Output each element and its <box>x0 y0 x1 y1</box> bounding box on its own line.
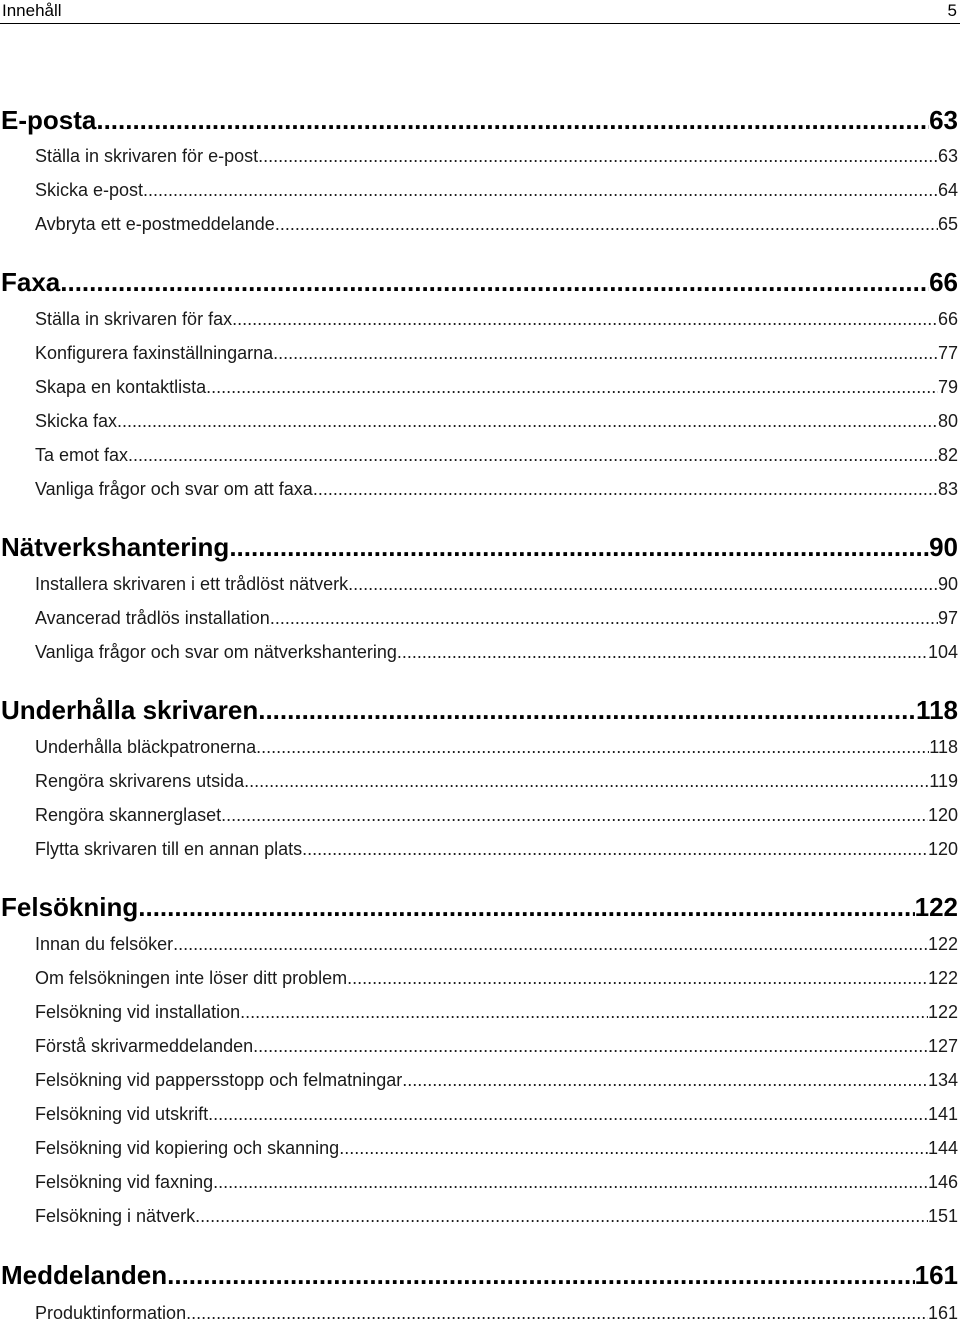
toc-leader-dots <box>302 836 928 862</box>
toc-leader-dots <box>240 999 928 1025</box>
toc-section-entry[interactable] <box>35 605 958 631</box>
toc-leader-dots <box>348 571 938 597</box>
toc-entry-page: 122 <box>927 934 958 954</box>
toc-entry-page: 90 <box>929 532 958 562</box>
toc-entry-page: 118 <box>916 695 958 725</box>
toc-entry-page: 122 <box>914 892 958 922</box>
header-title: Innehåll <box>2 1 62 20</box>
toc-entry-title: Avancerad trådlös installation <box>35 608 270 628</box>
toc-entry-page: 161 <box>927 1303 958 1323</box>
toc-entry-page: 120 <box>927 805 958 825</box>
toc-leader-dots <box>397 639 928 665</box>
toc-entry-title: Ta emot fax <box>35 445 129 465</box>
toc-leader-dots <box>167 1258 914 1292</box>
toc-leader-dots <box>195 1203 928 1229</box>
toc-entry-title: Innan du felsöker <box>35 934 174 954</box>
toc-leader-dots <box>258 143 938 169</box>
toc-entry-page: 127 <box>927 1036 958 1056</box>
toc-entry-title: Underhålla bläckpatronerna <box>35 737 257 757</box>
toc-leader-dots <box>138 890 914 924</box>
toc-entry-page: 151 <box>927 1206 958 1226</box>
toc-entry-title: Underhålla skrivaren <box>1 695 259 725</box>
toc-entry-page: 122 <box>927 968 958 988</box>
toc-entry-title: Felsökning vid utskrift <box>35 1104 209 1124</box>
toc-section-entry[interactable] <box>35 374 958 400</box>
toc-section-entry[interactable] <box>35 306 958 332</box>
toc-section-entry[interactable] <box>35 1300 958 1326</box>
toc-entry-title: Förstå skrivarmeddelanden <box>35 1036 254 1056</box>
toc-leader-dots <box>253 1033 928 1059</box>
toc-section-entry[interactable] <box>35 734 958 760</box>
toc-chapter-entry[interactable] <box>1 1258 958 1292</box>
toc-chapter-entry[interactable] <box>1 530 958 564</box>
toc-entry-page: 104 <box>927 642 958 662</box>
toc-entry-page: 63 <box>937 146 958 166</box>
toc-section-entry[interactable] <box>35 931 958 957</box>
toc-leader-dots <box>229 530 929 564</box>
toc-section-entry[interactable] <box>35 1067 958 1093</box>
toc-entry-title: Produktinformation <box>35 1303 187 1323</box>
toc-leader-dots <box>173 931 928 957</box>
toc-leader-dots <box>206 374 938 400</box>
toc-leader-dots <box>244 768 929 794</box>
toc-entry-page: 64 <box>937 180 958 200</box>
toc-chapter-entry[interactable] <box>1 265 958 299</box>
toc-section-entry[interactable] <box>35 571 958 597</box>
toc-section-entry[interactable] <box>35 836 958 862</box>
toc-leader-dots <box>60 265 929 299</box>
toc-section-entry[interactable] <box>35 965 958 991</box>
toc-entry-page: 77 <box>937 343 958 363</box>
toc-entry-page: 79 <box>937 377 958 397</box>
toc-leader-dots <box>256 734 929 760</box>
toc-section-entry[interactable] <box>35 768 958 794</box>
toc-entry-title: Skapa en kontaktlista <box>35 377 207 397</box>
toc-entry-page: 66 <box>929 267 958 297</box>
toc-section-entry[interactable] <box>35 999 958 1025</box>
toc-entry-page: 119 <box>929 771 958 791</box>
toc-section-entry[interactable] <box>35 408 958 434</box>
toc-leader-dots <box>221 802 928 828</box>
toc-entry-page: 63 <box>929 105 958 135</box>
toc-entry-title: Ställa in skrivaren för fax <box>35 309 233 329</box>
toc-leader-dots <box>143 177 938 203</box>
toc-entry-page: 97 <box>937 608 958 628</box>
toc-entry-title: Konfigurera faxinställningarna <box>35 343 274 363</box>
toc-leader-dots <box>402 1067 928 1093</box>
toc-entry-page: 90 <box>937 574 958 594</box>
toc-section-entry[interactable] <box>35 340 958 366</box>
toc-entry-page: 66 <box>937 309 958 329</box>
toc-entry-title: Faxa <box>1 267 61 297</box>
toc-entry-page: 161 <box>914 1260 958 1290</box>
toc-leader-dots <box>208 1101 928 1127</box>
toc-entry-title: Rengöra skannerglaset <box>35 805 222 825</box>
toc-entry-title: Skicka e-post <box>35 180 144 200</box>
toc-entry-title: E-posta <box>1 105 97 135</box>
toc-section-entry[interactable] <box>35 476 958 502</box>
toc-entry-page: 134 <box>927 1070 958 1090</box>
toc-leader-dots <box>96 103 929 137</box>
toc-entry-page: 144 <box>927 1138 958 1158</box>
toc-leader-dots <box>258 693 916 727</box>
toc-leader-dots <box>186 1300 928 1326</box>
toc-section-entry[interactable] <box>35 802 958 828</box>
toc-leader-dots <box>117 408 938 434</box>
toc-chapter-entry[interactable] <box>1 103 958 137</box>
toc-section-entry[interactable] <box>35 1135 958 1161</box>
toc-leader-dots <box>339 1135 928 1161</box>
toc-entry-title: Vanliga frågor och svar om nätverkshantering <box>35 642 397 662</box>
toc-entry-page: 120 <box>927 839 958 859</box>
toc-leader-dots <box>128 442 938 468</box>
toc-entry-title: Felsökning vid installation <box>35 1002 241 1022</box>
toc-chapter-entry[interactable] <box>1 890 958 924</box>
toc-chapter-entry[interactable] <box>1 693 958 727</box>
toc-entry-title: Felsökning vid pappersstopp och felmatningar <box>35 1070 403 1090</box>
toc-section-entry[interactable] <box>35 1033 958 1059</box>
toc-leader-dots <box>213 1169 928 1195</box>
toc-section-entry[interactable] <box>35 143 958 169</box>
toc-entry-title: Felsökning vid kopiering och skanning <box>35 1138 340 1158</box>
toc-entry-title: Rengöra skrivarens utsida <box>35 771 245 791</box>
toc-section-entry[interactable] <box>35 442 958 468</box>
toc-entry-page: 80 <box>937 411 958 431</box>
toc-entry-title: Flytta skrivaren till en annan plats <box>35 839 303 859</box>
toc-section-entry[interactable] <box>35 177 958 203</box>
toc-entry-title: Skicka fax <box>35 411 118 431</box>
toc-entry-page: 118 <box>929 737 958 757</box>
toc-entry-page: 82 <box>937 445 958 465</box>
toc-section-entry[interactable] <box>35 1203 958 1229</box>
header-page-number: 5 <box>947 1 957 20</box>
toc-entry-title: Installera skrivaren i ett trådlöst nätverk <box>35 574 349 594</box>
toc-entry-page: 83 <box>937 479 958 499</box>
toc-leader-dots <box>347 965 928 991</box>
toc-entry-title: Felsökning vid faxning <box>35 1172 214 1192</box>
toc-entry-title: Felsökning i nätverk <box>35 1206 196 1226</box>
toc-section-entry[interactable] <box>35 1169 958 1195</box>
toc-entry-page: 141 <box>927 1104 958 1124</box>
toc-entry-page: 146 <box>927 1172 958 1192</box>
toc-section-entry[interactable] <box>35 639 958 665</box>
toc-entry-title: Avbryta ett e-postmeddelande <box>35 214 275 234</box>
toc-leader-dots <box>275 211 938 237</box>
toc-entry-title: Vanliga frågor och svar om att faxa <box>35 479 313 499</box>
toc-entry-title: Ställa in skrivaren för e-post <box>35 146 259 166</box>
toc-entry-title: Nätverkshantering <box>1 532 230 562</box>
toc-leader-dots <box>232 306 938 332</box>
toc-leader-dots <box>273 340 938 366</box>
toc-section-entry[interactable] <box>35 211 958 237</box>
toc-entry-page: 122 <box>927 1002 958 1022</box>
toc-section-entry[interactable] <box>35 1101 958 1127</box>
page-header <box>0 0 960 24</box>
toc-entry-title: Meddelanden <box>1 1260 168 1290</box>
toc-entry-page: 65 <box>937 214 958 234</box>
toc-leader-dots <box>313 476 938 502</box>
toc-entry-title: Felsökning <box>1 892 139 922</box>
toc-entry-title: Om felsökningen inte löser ditt problem <box>35 968 348 988</box>
toc-leader-dots <box>270 605 938 631</box>
